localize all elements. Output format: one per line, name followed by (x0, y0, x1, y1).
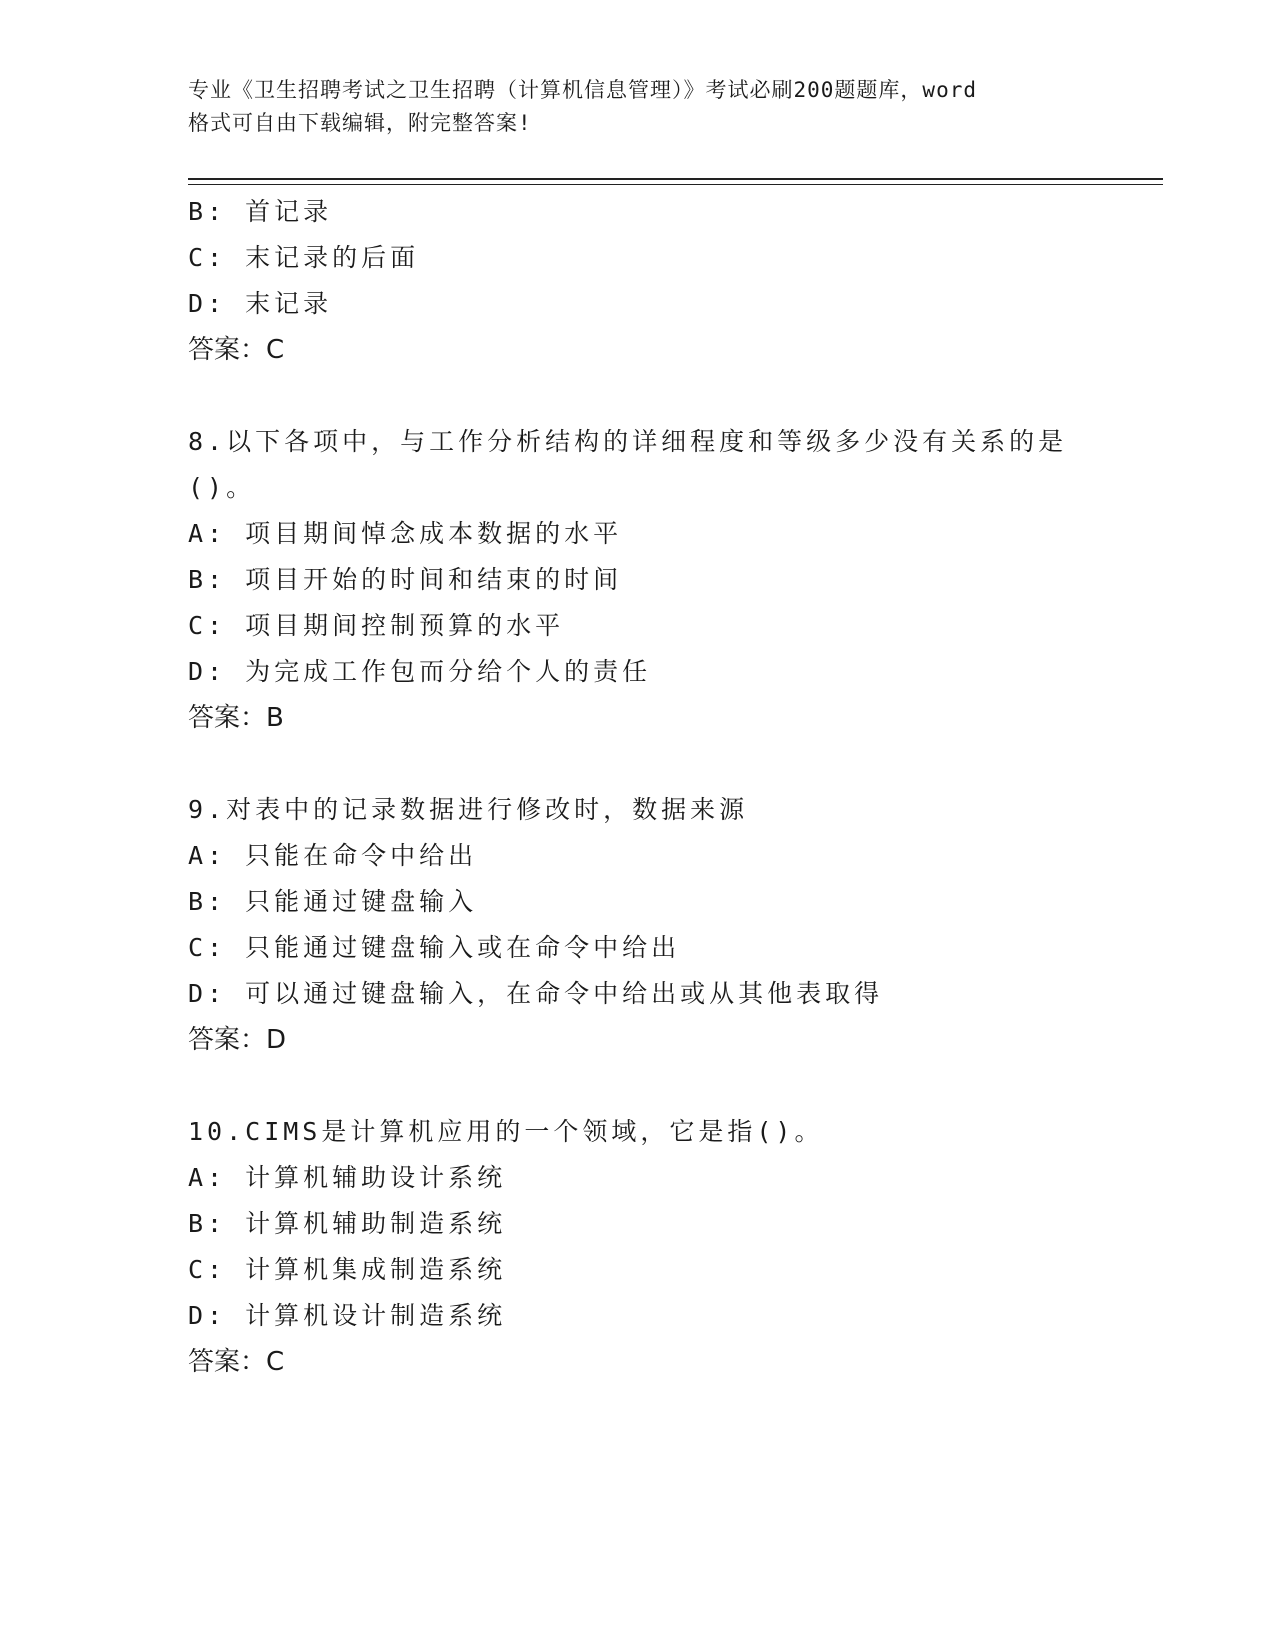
question-9 (188, 787, 1163, 1063)
option-b: B: 首记录 (188, 197, 333, 226)
header-divider-thin (188, 184, 1163, 185)
option-d: D: 计算机设计制造系统 (188, 1301, 507, 1330)
answer-line: 答案：C (188, 1347, 285, 1377)
option-a: A: 只能在命令中给出 (188, 841, 478, 870)
question-8 (188, 419, 1163, 741)
answer-line: 答案：D (188, 1025, 287, 1055)
header-title-line-1: 专业《卫生招聘考试之卫生招聘（计算机信息管理）》考试必刷200题题库，word (188, 78, 977, 102)
option-d: D: 可以通过键盘输入，在命令中给出或从其他表取得 (188, 979, 884, 1008)
option-d: D: 末记录 (188, 289, 333, 318)
header-divider-thick (188, 178, 1163, 180)
option-c: C: 末记录的后面 (188, 243, 420, 272)
option-d: D: 为完成工作包而分给个人的责任 (188, 657, 652, 686)
option-b: B: 只能通过键盘输入 (188, 887, 478, 916)
option-b: B: 计算机辅助制造系统 (188, 1209, 507, 1238)
spacer (188, 741, 1163, 787)
spacer (188, 373, 1163, 419)
question-list (188, 189, 1163, 1385)
option-c: C: 只能通过键盘输入或在命令中给出 (188, 933, 681, 962)
answer-line: 答案：B (188, 703, 284, 733)
question-stem: 10.CIMS是计算机应用的一个领域，它是指()。 (188, 1117, 824, 1146)
option-b: B: 项目开始的时间和结束的时间 (188, 565, 623, 594)
question-7-continued (188, 189, 1163, 373)
answer-line: 答案：C (188, 335, 285, 365)
header-title-line-2: 格式可自由下载编辑，附完整答案! (188, 111, 532, 135)
option-a: A: 项目期间悼念成本数据的水平 (188, 519, 623, 548)
option-c: C: 计算机集成制造系统 (188, 1255, 507, 1284)
option-a: A: 计算机辅助设计系统 (188, 1163, 507, 1192)
question-stem-continued: ()。 (188, 473, 256, 502)
question-stem: 9.对表中的记录数据进行修改时，数据来源 (188, 795, 749, 824)
document-header (188, 74, 1108, 140)
question-10 (188, 1109, 1163, 1385)
option-c: C: 项目期间控制预算的水平 (188, 611, 565, 640)
question-stem: 8.以下各项中，与工作分析结构的详细程度和等级多少没有关系的是 (188, 427, 1068, 456)
spacer (188, 1063, 1163, 1109)
